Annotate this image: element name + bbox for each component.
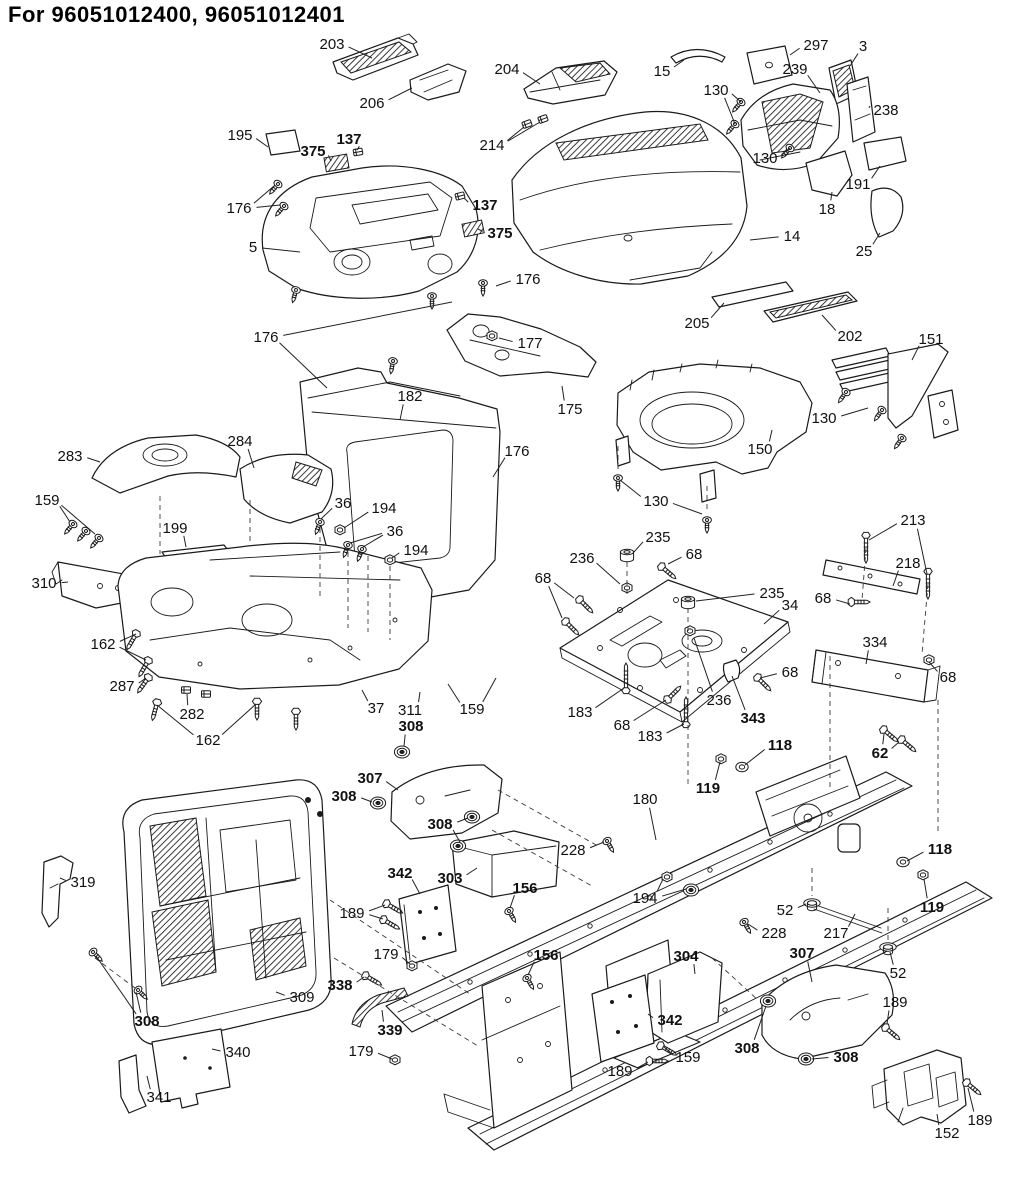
part-vent-375a xyxy=(324,154,349,172)
leader-line-175 xyxy=(562,386,564,400)
part-callout-334: 334 xyxy=(862,634,888,651)
bolt-213a xyxy=(862,532,870,563)
leader-line-183 xyxy=(595,688,624,708)
leader-line-308 xyxy=(812,1058,828,1059)
part-callout-342: 342 xyxy=(657,1012,683,1029)
part-callout-308: 308 xyxy=(734,1040,760,1057)
part-callout-307: 307 xyxy=(357,770,383,787)
leader-line-339 xyxy=(382,1010,383,1022)
part-callout-179: 179 xyxy=(373,946,399,963)
part-callout-204: 204 xyxy=(494,61,520,78)
part-callout-236: 236 xyxy=(569,550,595,567)
part-plate-191 xyxy=(864,137,906,170)
nut-179b xyxy=(390,1055,400,1065)
part-callout-308: 308 xyxy=(398,718,424,735)
leader-line-68 xyxy=(634,700,666,721)
part-callout-235: 235 xyxy=(645,529,671,546)
part-callout-152: 152 xyxy=(934,1125,960,1142)
part-callout-130: 130 xyxy=(703,82,729,99)
nut-119a xyxy=(716,754,726,764)
part-callout-199: 199 xyxy=(162,520,188,537)
part-callout-311: 311 xyxy=(398,702,422,719)
part-callout-68: 68 xyxy=(781,664,799,681)
leader-line-283 xyxy=(87,458,100,462)
leader-line-310 xyxy=(62,582,68,583)
part-mount-pad xyxy=(838,824,860,852)
part-callout-159: 159 xyxy=(459,701,485,718)
leader-line-180 xyxy=(650,808,656,840)
part-callout-179: 179 xyxy=(348,1043,374,1060)
part-bracket-303 xyxy=(452,831,559,897)
part-callout-202: 202 xyxy=(837,328,863,345)
leader-line-25 xyxy=(873,233,880,244)
part-callout-218: 218 xyxy=(895,555,921,572)
part-callout-205: 205 xyxy=(684,315,710,332)
clip-282b xyxy=(202,691,211,697)
leader-line-176 xyxy=(283,302,452,335)
part-callout-130: 130 xyxy=(752,150,778,167)
part-callout-156: 156 xyxy=(512,880,538,897)
part-callout-119: 119 xyxy=(919,899,945,916)
leader-line-179 xyxy=(378,1053,392,1059)
part-callout-37: 37 xyxy=(367,700,385,717)
leader-line-130 xyxy=(725,98,735,124)
bolt-62a xyxy=(878,724,901,745)
part-fender-37 xyxy=(118,543,432,689)
leader-line-308 xyxy=(96,956,136,1014)
part-callout-236: 236 xyxy=(706,692,732,709)
part-callout-340: 340 xyxy=(225,1044,251,1061)
part-callout-342: 342 xyxy=(387,865,413,882)
part-callout-159: 159 xyxy=(675,1049,701,1066)
leader-line-343 xyxy=(732,676,745,710)
clip-282 xyxy=(182,687,191,693)
bolt-287 xyxy=(134,672,154,695)
part-callout-68: 68 xyxy=(685,546,703,563)
part-callout-137: 137 xyxy=(336,131,362,148)
part-callout-189: 189 xyxy=(339,905,365,922)
leader-line-62 xyxy=(883,734,884,744)
part-callout-189: 189 xyxy=(882,994,908,1011)
leader-line-189 xyxy=(968,1088,974,1112)
part-callout-118: 118 xyxy=(927,841,953,858)
part-callout-182: 182 xyxy=(397,388,423,405)
part-clip-343 xyxy=(724,660,740,682)
flange-52a xyxy=(804,899,820,911)
leader-line-52 xyxy=(798,904,806,908)
part-callout-15: 15 xyxy=(653,63,671,80)
part-callout-52: 52 xyxy=(776,902,794,919)
part-callout-25: 25 xyxy=(855,243,873,260)
part-callout-189: 189 xyxy=(967,1112,993,1129)
leader-line-235 xyxy=(634,542,643,552)
part-callout-177: 177 xyxy=(517,335,543,352)
part-callout-308: 308 xyxy=(833,1049,859,1066)
part-callout-68: 68 xyxy=(613,717,631,734)
part-callout-343: 343 xyxy=(740,710,766,727)
leader-line-214 xyxy=(507,127,524,141)
bolt-213b xyxy=(924,568,932,599)
leader-line-119 xyxy=(715,762,720,780)
part-fender-cover-284 xyxy=(240,454,333,523)
part-callout-375: 375 xyxy=(487,225,513,242)
bolt-62b xyxy=(896,734,919,755)
leader-line-68 xyxy=(929,662,937,671)
part-callout-176: 176 xyxy=(515,271,541,288)
part-console-5 xyxy=(262,166,478,298)
part-callout-217: 217 xyxy=(823,925,849,942)
leader-line-204 xyxy=(523,73,540,84)
part-callout-309: 309 xyxy=(289,989,315,1006)
leader-line-130 xyxy=(673,503,702,514)
part-callout-68: 68 xyxy=(939,669,957,686)
part-bracket-342a xyxy=(399,885,456,965)
washer-118b xyxy=(897,857,909,867)
leader-line-202 xyxy=(822,315,836,331)
part-callout-283: 283 xyxy=(57,448,83,465)
part-callout-228: 228 xyxy=(761,925,787,942)
part-callout-339: 339 xyxy=(377,1022,403,1039)
part-callout-297: 297 xyxy=(803,37,829,54)
part-skid-152 xyxy=(884,1050,966,1125)
part-callout-62: 62 xyxy=(871,745,889,762)
part-callout-130: 130 xyxy=(811,410,837,427)
part-bracket-206 xyxy=(410,64,466,100)
leader-line-282 xyxy=(187,694,188,705)
leader-line-206 xyxy=(388,88,412,100)
hood-group xyxy=(512,111,906,284)
part-callout-194: 194 xyxy=(632,890,658,907)
part-callout-176: 176 xyxy=(226,200,252,217)
part-callout-203: 203 xyxy=(319,36,345,53)
part-callout-206: 206 xyxy=(359,95,385,112)
leader-line-68 xyxy=(554,583,574,598)
part-callout-137: 137 xyxy=(472,197,498,214)
part-callout-18: 18 xyxy=(818,201,836,218)
part-callout-319: 319 xyxy=(70,874,96,891)
leader-line-297 xyxy=(790,48,800,55)
leader-line-308 xyxy=(361,798,372,802)
leader-line-213 xyxy=(869,524,897,540)
part-callout-68: 68 xyxy=(534,570,552,587)
part-callout-303: 303 xyxy=(437,870,463,887)
leader-line-130 xyxy=(841,408,868,416)
part-callout-5: 5 xyxy=(248,239,258,256)
part-callout-239: 239 xyxy=(782,61,808,78)
part-callout-14: 14 xyxy=(783,228,801,245)
leader-line-217 xyxy=(848,914,855,927)
part-callout-151: 151 xyxy=(918,331,944,348)
part-callout-194: 194 xyxy=(403,542,429,559)
leader-line-14 xyxy=(750,237,779,240)
leader-line-119 xyxy=(924,879,927,898)
part-callout-36: 36 xyxy=(334,495,352,512)
nut-236b xyxy=(685,626,695,636)
part-callout-175: 175 xyxy=(557,401,583,418)
nut-177 xyxy=(487,331,497,341)
diagram-artwork xyxy=(42,34,992,1150)
part-callout-284: 284 xyxy=(227,433,253,450)
part-trim-15 xyxy=(671,50,725,64)
part-bracket-341 xyxy=(119,1055,146,1113)
part-callout-195: 195 xyxy=(227,127,253,144)
part-callout-235: 235 xyxy=(759,585,785,602)
part-callout-180: 180 xyxy=(632,791,658,808)
part-callout-119: 119 xyxy=(695,780,721,797)
part-callout-183: 183 xyxy=(567,704,593,721)
part-callout-68: 68 xyxy=(814,590,832,607)
leader-line-199 xyxy=(184,536,186,547)
leader-line-307 xyxy=(386,782,398,790)
leader-line-118 xyxy=(907,852,923,861)
part-callout-308: 308 xyxy=(134,1013,160,1030)
leader-line-228 xyxy=(590,842,604,848)
leader-line-68 xyxy=(760,674,777,678)
part-tub-150 xyxy=(617,364,812,474)
part-callout-238: 238 xyxy=(873,102,899,119)
leader-line-156 xyxy=(510,895,514,908)
part-callout-118: 118 xyxy=(767,737,793,754)
leader-line-311 xyxy=(419,692,420,702)
part-callout-375: 375 xyxy=(300,143,326,160)
part-callout-183: 183 xyxy=(637,728,663,745)
part-callout-194: 194 xyxy=(371,500,397,517)
nut-119b xyxy=(918,870,928,880)
part-callout-52: 52 xyxy=(889,965,907,982)
leader-line-236 xyxy=(597,563,620,584)
part-callout-36: 36 xyxy=(386,523,404,540)
leader-line-118 xyxy=(745,749,765,765)
part-callout-308: 308 xyxy=(427,816,453,833)
part-callout-282: 282 xyxy=(179,706,205,723)
leader-line-130 xyxy=(620,480,641,496)
part-callout-159: 159 xyxy=(34,492,60,509)
part-callout-189: 189 xyxy=(607,1063,633,1080)
part-callout-338: 338 xyxy=(327,977,353,994)
leader-line-176 xyxy=(496,281,511,286)
seat-plate-group xyxy=(560,549,790,727)
leader-line-176 xyxy=(254,186,274,203)
leader-line-308 xyxy=(404,734,405,746)
part-callout-162: 162 xyxy=(90,636,116,653)
part-box-195 xyxy=(266,130,300,155)
leader-line-162 xyxy=(222,704,256,735)
part-callout-191: 191 xyxy=(845,176,871,193)
part-callout-156: 156 xyxy=(533,947,559,964)
part-callout-150: 150 xyxy=(747,441,773,458)
leader-line-183 xyxy=(667,724,684,733)
part-callout-34: 34 xyxy=(781,597,799,614)
part-bracket-25 xyxy=(871,188,903,237)
part-callout-176: 176 xyxy=(504,443,530,460)
leader-line-159 xyxy=(483,678,496,702)
grille-frame-group xyxy=(42,780,331,1113)
part-callout-307: 307 xyxy=(789,945,815,962)
part-callout-214: 214 xyxy=(479,137,505,154)
leader-line-62 xyxy=(892,742,899,748)
leader-line-195 xyxy=(256,139,268,147)
leader-line-159 xyxy=(448,684,460,703)
part-callout-176: 176 xyxy=(253,329,279,346)
leader-line-68 xyxy=(668,557,681,564)
leader-line-189 xyxy=(369,905,385,911)
part-callout-3: 3 xyxy=(858,38,868,55)
leader-line-68 xyxy=(549,586,562,618)
leader-line-341 xyxy=(147,1076,150,1089)
part-callout-162: 162 xyxy=(195,732,221,749)
part-callout-310: 310 xyxy=(31,575,57,592)
leader-line-342 xyxy=(412,880,420,894)
part-callout-308: 308 xyxy=(331,788,357,805)
page-title: For 96051012400, 96051012401 xyxy=(8,2,345,27)
part-callout-130: 130 xyxy=(643,493,669,510)
part-callout-341: 341 xyxy=(146,1089,172,1106)
part-bracket-319 xyxy=(42,856,73,927)
part-callout-228: 228 xyxy=(560,842,586,859)
bushing-235a xyxy=(620,549,633,561)
part-callout-287: 287 xyxy=(109,678,135,695)
part-callout-304: 304 xyxy=(673,948,699,965)
part-channel-334 xyxy=(812,650,928,702)
part-callout-213: 213 xyxy=(900,512,926,529)
part-panel-238 xyxy=(847,77,875,142)
